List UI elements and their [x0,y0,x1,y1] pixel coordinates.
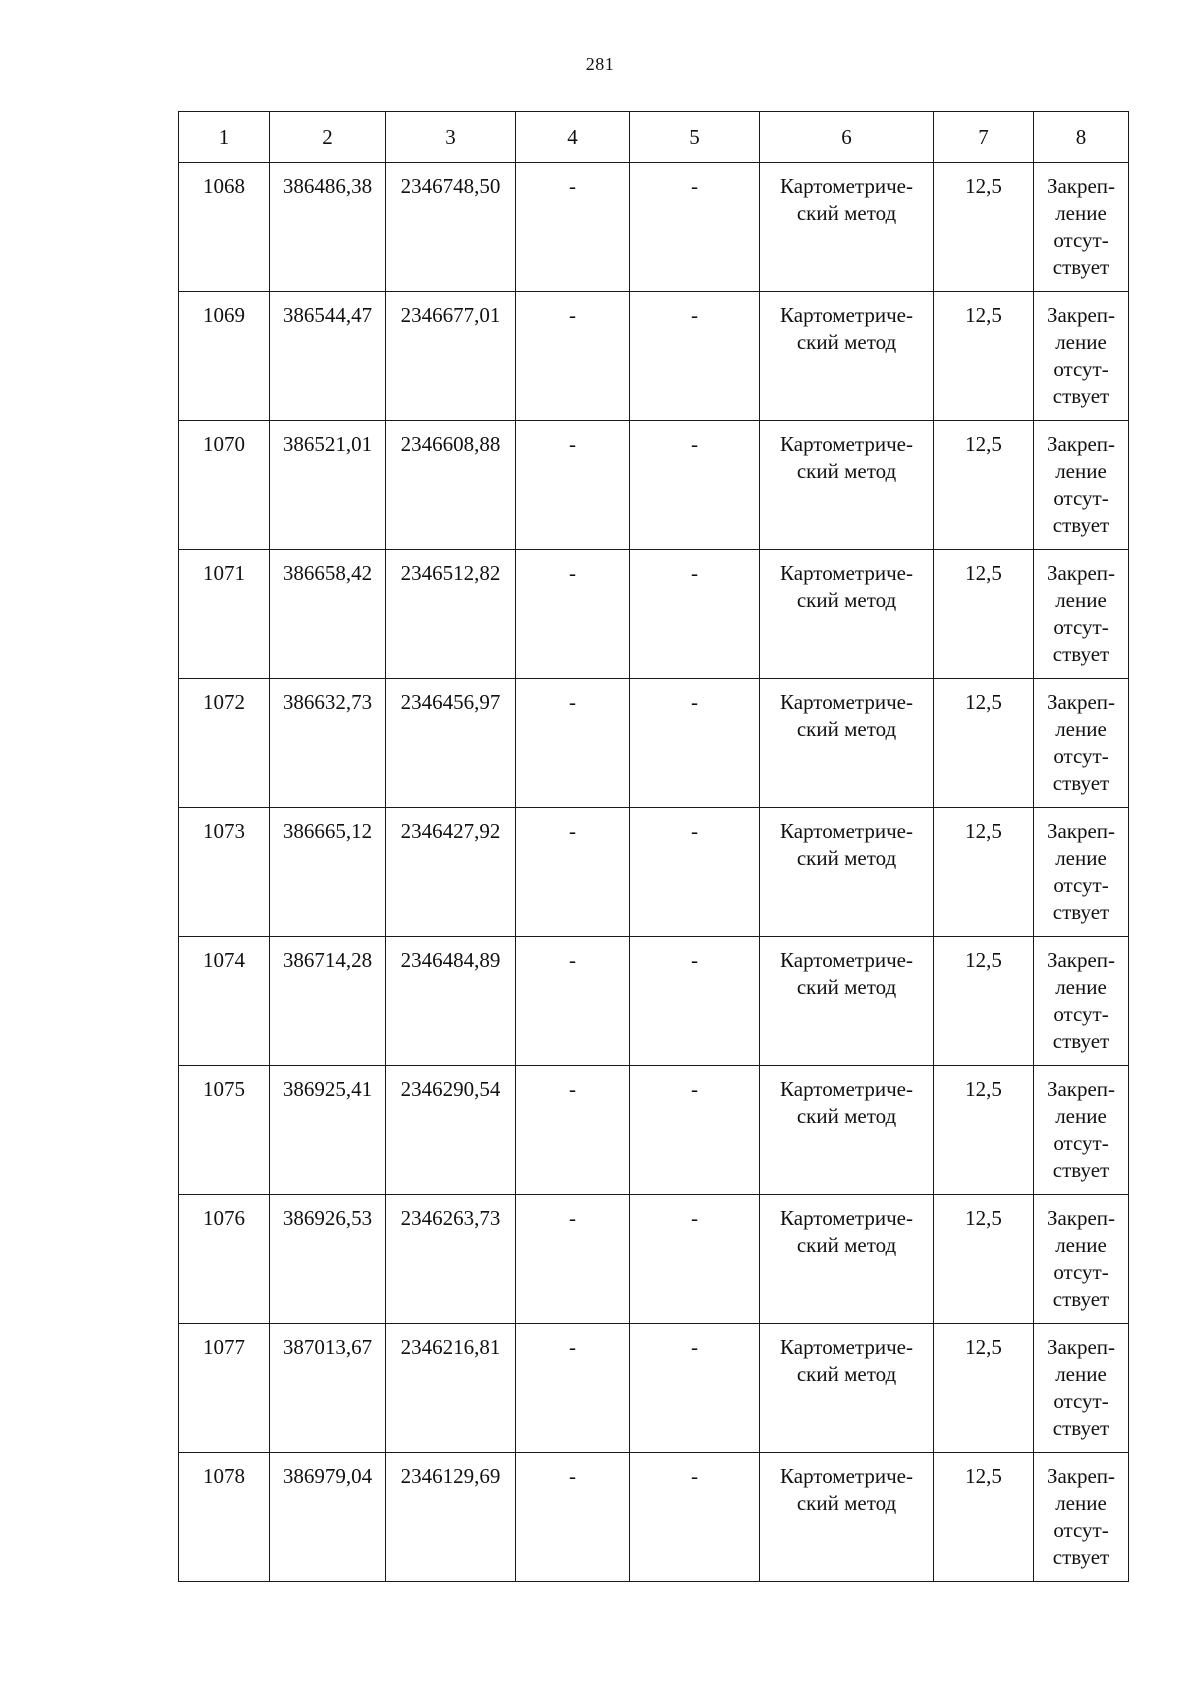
fixing-cell: Закреп- ление отсут- ствует [1034,163,1129,292]
column-4-cell: - [516,1066,630,1195]
point-number-cell: 1072 [179,679,270,808]
table-row [179,163,1129,292]
column-5-cell: - [630,937,760,1066]
column-4-cell: - [516,163,630,292]
column-4-cell: - [516,1324,630,1453]
column-header: 1 [179,112,270,163]
column-4-cell: - [516,679,630,808]
column-5-cell: - [630,1195,760,1324]
table-row [179,937,1129,1066]
method-cell: Картометриче- ский метод [760,163,934,292]
point-number-cell: 1068 [179,163,270,292]
x-coordinate-cell: 386979,04 [270,1453,386,1582]
fixing-cell: Закреп- ление отсут- ствует [1034,1453,1129,1582]
point-number-cell: 1075 [179,1066,270,1195]
point-number-cell: 1073 [179,808,270,937]
accuracy-cell: 12,5 [934,1324,1034,1453]
column-header: 2 [270,112,386,163]
y-coordinate-cell: 2346512,82 [386,550,516,679]
point-number-cell: 1070 [179,421,270,550]
x-coordinate-cell: 386544,47 [270,292,386,421]
point-number-cell: 1076 [179,1195,270,1324]
table-row [179,421,1129,550]
accuracy-cell: 12,5 [934,421,1034,550]
point-number-cell: 1078 [179,1453,270,1582]
accuracy-cell: 12,5 [934,679,1034,808]
y-coordinate-cell: 2346263,73 [386,1195,516,1324]
fixing-cell: Закреп- ление отсут- ствует [1034,550,1129,679]
table-body [179,163,1129,1582]
point-number-cell: 1069 [179,292,270,421]
x-coordinate-cell: 386926,53 [270,1195,386,1324]
x-coordinate-cell: 386486,38 [270,163,386,292]
y-coordinate-cell: 2346608,88 [386,421,516,550]
column-header: 7 [934,112,1034,163]
column-5-cell: - [630,550,760,679]
accuracy-cell: 12,5 [934,550,1034,679]
accuracy-cell: 12,5 [934,1453,1034,1582]
x-coordinate-cell: 386925,41 [270,1066,386,1195]
point-number-cell: 1074 [179,937,270,1066]
column-5-cell: - [630,1066,760,1195]
fixing-cell: Закреп- ление отсут- ствует [1034,808,1129,937]
column-5-cell: - [630,163,760,292]
column-5-cell: - [630,1324,760,1453]
column-4-cell: - [516,421,630,550]
header-row [179,112,1129,163]
column-4-cell: - [516,1453,630,1582]
y-coordinate-cell: 2346748,50 [386,163,516,292]
fixing-cell: Закреп- ление отсут- ствует [1034,292,1129,421]
y-coordinate-cell: 2346677,01 [386,292,516,421]
y-coordinate-cell: 2346427,92 [386,808,516,937]
table-row [179,1066,1129,1195]
column-header: 4 [516,112,630,163]
method-cell: Картометриче- ский метод [760,1324,934,1453]
method-cell: Картометриче- ский метод [760,808,934,937]
method-cell: Картометриче- ский метод [760,550,934,679]
table-row [179,1453,1129,1582]
accuracy-cell: 12,5 [934,808,1034,937]
point-number-cell: 1071 [179,550,270,679]
table-row [179,679,1129,808]
fixing-cell: Закреп- ление отсут- ствует [1034,679,1129,808]
accuracy-cell: 12,5 [934,292,1034,421]
y-coordinate-cell: 2346456,97 [386,679,516,808]
y-coordinate-cell: 2346216,81 [386,1324,516,1453]
column-4-cell: - [516,1195,630,1324]
fixing-cell: Закреп- ление отсут- ствует [1034,1195,1129,1324]
column-4-cell: - [516,937,630,1066]
y-coordinate-cell: 2346484,89 [386,937,516,1066]
column-header: 5 [630,112,760,163]
table-row [179,550,1129,679]
column-4-cell: - [516,808,630,937]
y-coordinate-cell: 2346290,54 [386,1066,516,1195]
x-coordinate-cell: 386658,42 [270,550,386,679]
table-row [179,1324,1129,1453]
fixing-cell: Закреп- ление отсут- ствует [1034,1066,1129,1195]
x-coordinate-cell: 386665,12 [270,808,386,937]
x-coordinate-cell: 386714,28 [270,937,386,1066]
column-header: 3 [386,112,516,163]
fixing-cell: Закреп- ление отсут- ствует [1034,421,1129,550]
method-cell: Картометриче- ский метод [760,1453,934,1582]
accuracy-cell: 12,5 [934,163,1034,292]
coordinates-table [178,111,1129,1582]
column-header: 8 [1034,112,1129,163]
column-5-cell: - [630,1453,760,1582]
method-cell: Картометриче- ский метод [760,292,934,421]
column-5-cell: - [630,292,760,421]
x-coordinate-cell: 386521,01 [270,421,386,550]
table-row [179,292,1129,421]
accuracy-cell: 12,5 [934,1195,1034,1324]
table-header [179,112,1129,163]
x-coordinate-cell: 386632,73 [270,679,386,808]
table-row [179,1195,1129,1324]
method-cell: Картометриче- ский метод [760,1066,934,1195]
column-5-cell: - [630,808,760,937]
accuracy-cell: 12,5 [934,1066,1034,1195]
method-cell: Картометриче- ский метод [760,679,934,808]
method-cell: Картометриче- ский метод [760,1195,934,1324]
column-header: 6 [760,112,934,163]
page-number: 281 [585,54,615,74]
column-5-cell: - [630,679,760,808]
point-number-cell: 1077 [179,1324,270,1453]
y-coordinate-cell: 2346129,69 [386,1453,516,1582]
fixing-cell: Закреп- ление отсут- ствует [1034,937,1129,1066]
column-4-cell: - [516,550,630,679]
accuracy-cell: 12,5 [934,937,1034,1066]
table-row [179,808,1129,937]
x-coordinate-cell: 387013,67 [270,1324,386,1453]
column-4-cell: - [516,292,630,421]
method-cell: Картометриче- ский метод [760,421,934,550]
fixing-cell: Закреп- ление отсут- ствует [1034,1324,1129,1453]
method-cell: Картометриче- ский метод [760,937,934,1066]
column-5-cell: - [630,421,760,550]
